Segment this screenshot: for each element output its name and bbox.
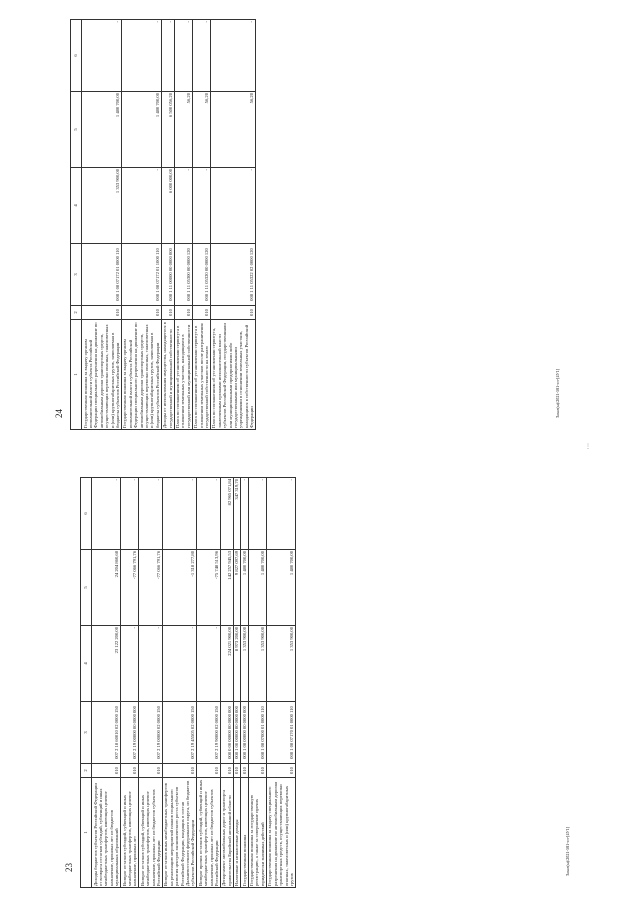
actual-amount-cell: 9 827 097,69 xyxy=(233,550,240,626)
unexecuted-amount-cell: - xyxy=(161,20,174,92)
plan-amount-cell: 1 353 900,00 xyxy=(266,626,295,702)
budget-code-cell: 008 1 08 07172 01 1000 110 xyxy=(121,244,161,306)
plan-amount-cell: - xyxy=(162,626,196,702)
budget-code-cell: 007 2 19 90000 02 0000 150 xyxy=(197,702,221,764)
budget-code-cell: 008 1 11 05300 00 0000 120 xyxy=(174,244,192,306)
plan-amount-cell: - xyxy=(210,168,255,244)
actual-amount-cell: -75 748 513,96 xyxy=(197,550,221,626)
table-row xyxy=(220,478,233,888)
plan-amount-cell: 1 353 900,00 xyxy=(82,168,122,244)
scan-mark-icon: ⋮ xyxy=(585,444,591,450)
row-name-cell: Возврат остатков субсидий, субвенций и иных межбюджетных трансфертов, имеющих целевое назначение, прошлых лет xyxy=(121,778,139,888)
budget-code-cell: 007 2 19 00000 02 0000 150 xyxy=(139,702,163,764)
table-row xyxy=(162,478,196,888)
footer-note: Заказ(ы)/2021-581-сп-[4У1] xyxy=(565,826,570,876)
unexecuted-amount-cell: - xyxy=(121,20,161,92)
row-name-cell: Плата по соглашениям об установлении сервитута в отношении земельных участков, находящихся в государственной или муниципальной собственности xyxy=(174,320,192,430)
table-row xyxy=(192,20,210,430)
budget-code-cell: 008 1 08 07170 01 0000 110 xyxy=(266,702,295,764)
table-row xyxy=(139,478,163,888)
row-code-cell: 010 xyxy=(233,764,240,778)
actual-amount-cell: -1 318 277,80 xyxy=(162,550,196,626)
row-name-cell: Возврат остатков субсидий, субвенций и иных межбюджетных трансфертов, имеющих целевое назначение, прошлых лет из бюджетов субъектов Российской Федерации xyxy=(139,778,163,888)
plan-amount-cell: - xyxy=(121,168,161,244)
unexecuted-amount-cell: - xyxy=(174,20,192,92)
table-row xyxy=(197,478,221,888)
table-row xyxy=(161,20,174,430)
table-row xyxy=(241,478,248,888)
table-row xyxy=(174,20,192,430)
unexecuted-amount-cell: - xyxy=(197,478,221,550)
table-row xyxy=(233,478,240,888)
page-23 xyxy=(0,444,639,905)
actual-amount-cell: -77 066 791,76 xyxy=(139,550,163,626)
page-number: 23 xyxy=(64,863,74,872)
column-header: 4 xyxy=(81,626,92,702)
column-header: 6 xyxy=(81,478,92,550)
plan-amount-cell: 1 353 900,00 xyxy=(241,626,248,702)
row-name-cell: Доходы от использования имущества, находящегося в государственной и муниципальной собственности xyxy=(161,320,174,430)
unexecuted-amount-cell: - xyxy=(248,478,266,550)
plan-amount-cell: 23 122 200,00 xyxy=(92,626,121,702)
budget-code-cell: 008 1 11 05320 00 0000 120 xyxy=(192,244,210,306)
budget-code-cell: 007 2 18 60010 02 0000 150 xyxy=(92,702,121,764)
unexecuted-amount-cell: - xyxy=(266,478,295,550)
row-name-cell: Налоговые и неналоговые доходы xyxy=(233,778,240,888)
actual-amount-cell: 56,20 xyxy=(174,92,192,168)
column-header: 5 xyxy=(81,550,92,626)
row-code-cell: 010 xyxy=(121,764,139,778)
row-code-cell: 010 xyxy=(266,764,295,778)
unexecuted-amount-cell: - xyxy=(162,478,196,550)
budget-code-cell: 008 1 11 00000 00 0000 000 xyxy=(161,244,174,306)
row-code-cell: 010 xyxy=(241,764,248,778)
budget-code-cell: 007 2 19 00000 00 0000 000 xyxy=(121,702,139,764)
actual-amount-cell: 24 204 860,68 xyxy=(92,550,121,626)
table-row xyxy=(121,20,161,430)
row-code-cell: 010 xyxy=(192,306,210,320)
row-name-cell: Возврат остатков иных межбюджетных трансфертов на реализацию мероприятий планов социального развития центров экономического роста субъектов Российской Федерации, входящих в состав Дальневосточного федерального округа, из бюджетов субъектов Российской Федерации xyxy=(162,778,196,888)
actual-amount-cell: 1 480 700,00 xyxy=(241,550,248,626)
budget-code-cell: 008 1 08 07172 01 0000 110 xyxy=(82,244,122,306)
unexecuted-amount-cell: - xyxy=(92,478,121,550)
column-header: 5 xyxy=(71,92,82,168)
page-24-content xyxy=(50,20,570,430)
budget-code-cell: 008 1 00 00000 00 0000 000 xyxy=(233,702,240,764)
row-code-cell: 010 xyxy=(82,306,122,320)
page-number: 24 xyxy=(54,409,64,418)
row-code-cell: 010 xyxy=(139,764,163,778)
plan-amount-cell: - xyxy=(174,168,192,244)
table-header-row xyxy=(71,20,82,430)
column-header: 2 xyxy=(71,306,82,320)
row-name-cell: Возврат прочих остатков субсидий, субвенций и иных межбюджетных трансфертов, имеющих целевое назначение, прошлых лет из бюджетов субъектов Российской Федерации xyxy=(197,778,221,888)
table-row xyxy=(121,478,139,888)
row-code-cell: 010 xyxy=(162,764,196,778)
unexecuted-amount-cell: - xyxy=(241,478,248,550)
page-23-content xyxy=(60,478,580,888)
plan-amount-cell: - xyxy=(139,626,163,702)
budget-code-cell: 008 0 00 00000 00 0000 000 xyxy=(220,702,233,764)
row-name-cell: Государственная пошлина за выдачу специального разрешения на движение по автомобильным дорогам транспортных средств, осуществляющих перевозки опасных, тяжеловесных и (или) крупногабаритных грузов xyxy=(266,778,295,888)
unexecuted-amount-cell: - xyxy=(192,20,210,92)
row-code-cell: 010 xyxy=(161,306,174,320)
column-header: 3 xyxy=(81,702,92,764)
row-code-cell: 010 xyxy=(121,306,161,320)
budget-code-cell: 008 1 08 00000 00 0000 000 xyxy=(241,702,248,764)
table-row xyxy=(248,478,266,888)
actual-amount-cell: 1 480 700,00 xyxy=(121,92,161,168)
plan-amount-cell: - xyxy=(192,168,210,244)
table-header-row xyxy=(81,478,92,888)
row-name-cell: Плата по соглашениям об установлении сервитута в отношении земельных участков после разграничения государственной собственности на землю xyxy=(192,320,210,430)
actual-amount-cell: 1 480 700,00 xyxy=(248,550,266,626)
footer-note: Заказ(ы)/2021-581-сп-[4У1] xyxy=(555,368,560,418)
plan-amount-cell: 6 000 000,00 xyxy=(161,168,174,244)
column-header: 6 xyxy=(71,20,82,92)
row-code-cell: 010 xyxy=(248,764,266,778)
plan-amount-cell: - xyxy=(197,626,221,702)
column-header: 2 xyxy=(81,764,92,778)
row-name-cell: Государственная пошлина за государственную регистрацию, а также за совершение прочих юридически значимых действий xyxy=(248,778,266,888)
actual-amount-cell: 56,20 xyxy=(192,92,210,168)
page-24 xyxy=(0,0,639,452)
budget-code-cell: 007 2 19 45505 02 0000 150 xyxy=(162,702,196,764)
unexecuted-amount-cell: - xyxy=(82,20,122,92)
row-code-cell: 010 xyxy=(92,764,121,778)
unexecuted-amount-cell: 347 319,70 xyxy=(233,478,240,550)
row-name-cell: Департамент автомобильных дорог и транспорта правительства Еврейской автономной области xyxy=(220,778,233,888)
plan-amount-cell: 1 353 900,00 xyxy=(248,626,266,702)
table-row xyxy=(92,478,121,888)
plan-amount-cell: - xyxy=(121,626,139,702)
row-name-cell: Государственная пошлина за выдачу органом исполнительной власти субъекта Российской Федерации специального разрешения на движение по автомобильным дорогам транспортных средств, осуществляющих перевозки опасных, тяжеловесных и (или) крупногабаритных грузов, зачисляемая в бюджеты субъектов Российской Федерации xyxy=(82,320,122,430)
unexecuted-amount-cell: - xyxy=(210,20,255,92)
actual-amount-cell: -77 066 791,76 xyxy=(121,550,139,626)
income-table xyxy=(70,19,256,430)
unexecuted-amount-cell: 82 965 071,84 xyxy=(220,478,233,550)
row-name-cell: Доходы бюджетов субъектов Российской Федерации от возврата остатков субсидий, субвенций и иных межбюджетных трансфертов, имеющих целевое назначение, прошлых лет из бюджетов муниципальных образований xyxy=(92,778,121,888)
row-name-cell: Государственная пошлина за выдачу органом исполнительной власти субъекта Российской Федерации специального разрешения на движение по автомобильным дорогам транспортных средств, осуществляющих перевозки опасных, тяжеловесных и (или) крупногабаритных грузов, зачисляемая в бюджеты субъектов Российской Федерации xyxy=(121,320,161,430)
actual-amount-cell: 1 480 700,00 xyxy=(82,92,122,168)
row-code-cell: 010 xyxy=(174,306,192,320)
row-code-cell: 010 xyxy=(210,306,255,320)
plan-amount-cell: 8 973 200,00 xyxy=(233,626,240,702)
income-table xyxy=(80,477,296,888)
plan-amount-cell: 224 021 900,00 xyxy=(220,626,233,702)
unexecuted-amount-cell: - xyxy=(121,478,139,550)
column-header: 3 xyxy=(71,244,82,306)
budget-code-cell: 008 1 11 05322 02 0000 120 xyxy=(210,244,255,306)
row-code-cell: 010 xyxy=(220,764,233,778)
actual-amount-cell: 56,20 xyxy=(210,92,255,168)
actual-amount-cell: 142 257 945,53 xyxy=(220,550,233,626)
row-name-cell: Плата по соглашениям об установлении сервитута, заключенным органами исполнительной власти субъектов Российской Федерации, государственными или муниципальными предприятиями либо государственными или муниципальными учреждениями в отношении земельных участков, находящихся в собственности субъектов Российской Федерации xyxy=(210,320,255,430)
budget-code-cell: 008 1 08 07000 01 0000 110 xyxy=(248,702,266,764)
unexecuted-amount-cell: - xyxy=(139,478,163,550)
column-header: 1 xyxy=(81,778,92,888)
column-header: 1 xyxy=(71,320,82,430)
actual-amount-cell: 6 500 056,20 xyxy=(161,92,174,168)
table-row xyxy=(210,20,255,430)
row-code-cell: 010 xyxy=(197,764,221,778)
table-row xyxy=(266,478,295,888)
table-row xyxy=(82,20,122,430)
row-name-cell: Государственная пошлина xyxy=(241,778,248,888)
actual-amount-cell: 1 480 700,00 xyxy=(266,550,295,626)
column-header: 4 xyxy=(71,168,82,244)
